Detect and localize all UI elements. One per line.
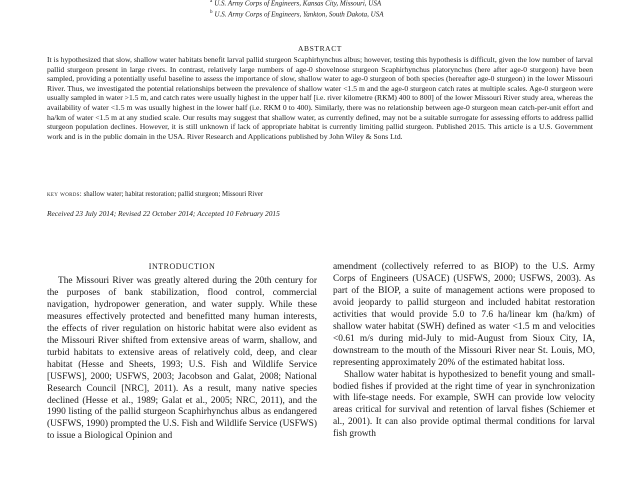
abstract-body: It is hypothesized that slow, shallow water habitats benefit larval pallid sturgeon Scaphirhynchus albus; however, testing this hypothesis is difficult, given the low number of larval pallid sturgeon present in large rivers. In contrast, relatively large numbers of age-0 shovelnose sturgeon Scaphirhynchus platorynchus (here after age-0 sturgeon) have been sampled, providing a potentially useful baseline to assess the importance of slow, shallow water to age-0 sturgeon of both species (hereafter age-0 sturgeon) in the lower Missouri River. Thus, we investigated the potential relationships between the prevalence of shallow water <1.5 m and the age-0 sturgeon catch rates at multiple scales. Age-0 sturgeon were usually sampled in water >1.5 m, and catch rates were usually highest in the upper half [i.e. river kilometre (RKM) 400 to 800] of the lower Missouri River study area, whereas the availability of water <1.5 m was usually highest in the lower half (i.e. RKM 0 to 400). Similarly, there was no relationship between age-0 sturgeon mean catch-per-unit effort and ha/km of water <1.5 m at any studied scale. Our results may suggest that shallow water, as currently defined, may not be a suitable surrogate for assessing efforts to address pallid sturgeon population declines. However, it is still unknown if lack of appropriate habitat is currently limiting pallid sturgeon. Published 2015. This article is a U.S. Government work and is in the public domain in the USA. River Research and Applications published by John Wiley & Sons Ltd.: [47, 55, 593, 141]
introduction-paragraph: Shallow water habitat is hypothesized to benefit young and small-bodied fishes if provided at the right time of year in synchronization with life-stage needs. For example, SWH can provide low velocity areas critical for survival and retention of larval fishes (Schiemer et al., 2001). It can also provide optimal thermal conditions for larval fish growth: [333, 369, 595, 440]
introduction-heading: INTRODUCTION: [148, 262, 216, 271]
abstract-heading: ABSTRACT: [298, 44, 342, 53]
received-dates: Received 23 July 2014; Revised 22 October 2014; Accepted 10 February 2015: [47, 209, 280, 218]
affiliation-b: [210, 8, 383, 19]
affiliation-text: U.S. Army Corps of Engineers, Yankton, South Dakota, USA: [214, 10, 384, 19]
affiliation-mark: a: [210, 0, 213, 4]
keywords-text: shallow water; habitat restoration; pallid sturgeon; Missouri River: [83, 191, 264, 198]
introduction-left-column: The Missouri River was greatly altered during the 20th century for the purposes of bank stabilization, flood control, commercial navigation, hydropower generation, and water supply. While these measures effectively protected and benefitted many human interests, the effects of river regulation on historic habitat were also evident as the Missouri River shifted from extensive areas of warm, shallow, and turbid habitats to extensive areas of relatively cold, deep, and clear habitat (Hesse and Sheets, 1993; U.S. Fish and Wildlife Service [USFWS], 2000; USFWS, 2003; Jacobson and Galat, 2008; National Research Council [NRC], 2011). As a result, many native species declined (Hesse et al., 1989; Galat et al., 2005; NRC, 2011), and the 1990 listing of the pallid sturgeon Scaphirhynchus albus as endangered (USFWS, 1990) prompted the U.S. Fish and Wildlife Service (USFWS) to issue a Biological Opinion and: [47, 276, 317, 442]
introduction-paragraph: amendment (collectively referred to as BIOP) to the U.S. Army Corps of Engineers (USACE) (USFWS, 2000; USFWS, 2003). As part of the BIOP, a suite of management actions were proposed to avoid jeopardy to pallid sturgeon and included habitat restoration activities that would provide 5.0 to 7.6 ha/linear km (ha/km) of shallow water habitat (SWH) defined as water <1.5 m and velocities <0.61 m/s during mid-July to mid-August from Sioux City, IA, downstream to the mouth of the Missouri River near St. Louis, MO, representing approximately 20% of the estimated habitat loss.: [333, 262, 595, 368]
affiliation-text: U.S. Army Corps of Engineers, Kansas City, Missouri, USA: [214, 0, 382, 8]
keywords-label: key words:: [47, 191, 82, 198]
keywords-line: [47, 191, 263, 198]
introduction-right-column: [333, 262, 595, 441]
affiliation-mark: b: [210, 10, 213, 15]
